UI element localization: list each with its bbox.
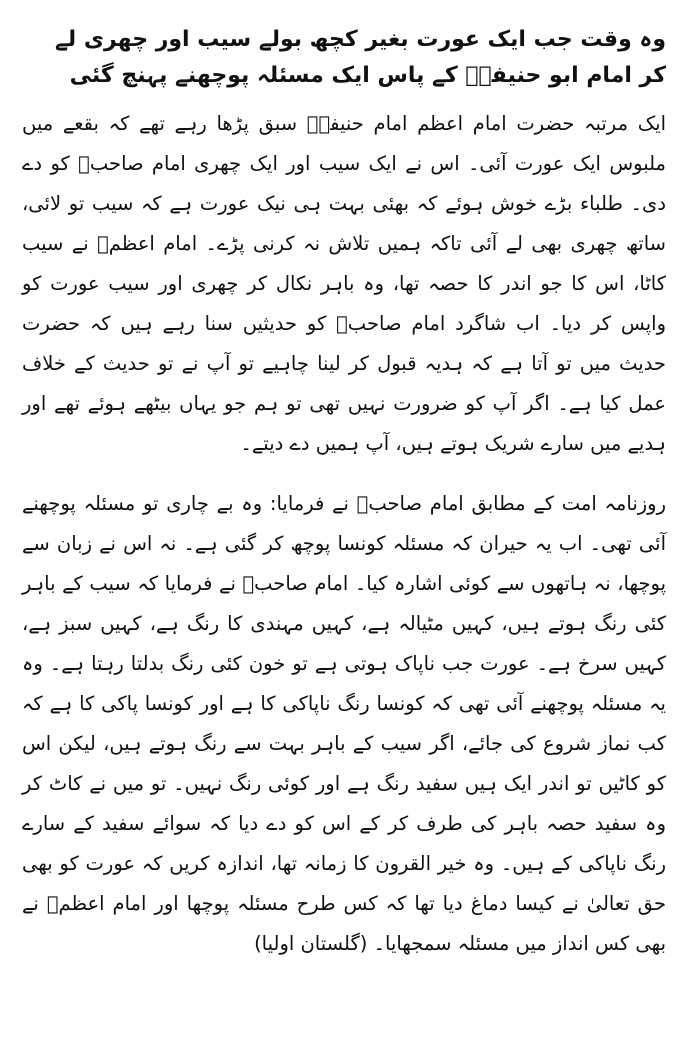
article-paragraph-1: ایک مرتبہ حضرت امام اعظم امام حنیفہؒ سبق پڑھا رہے تھے کہ بقعے میں ملبوس ایک عورت آئی۔ اس نے ایک سیب اور ایک چھری امام صاحبؒ کو دے دی۔ طلباء بڑے خوش ہوئے کہ بھئی بہت ہی نیک عورت ہے کہ سیب تو لائی، ساتھ چھری بھی لے آئی تاکہ ہمیں تلاش نہ کرنی پڑے۔ امام اعظمؒ نے سیب کاٹا، اس کا جو اندر کا حصہ تھا، وہ باہر نکال کر چھری اور سیب عورت کو واپس کر دیا۔ اب شاگرد امام صاحبؒ کو حدیثیں سنا رہے ہیں کہ حضرت حدیث میں تو آتا ہے کہ ہدیہ قبول کر لینا چاہیے تو آپ نے تو حدیث کے خلاف عمل کیا ہے۔ اگر آپ کو ضرورت نہیں تھی تو ہم جو یہاں بیٹھے ہوئے تھے اور ہدیے میں سارے شریک ہوتے ہیں، آپ ہمیں دے دیتے۔ — [22, 112, 666, 455]
article — [22, 22, 666, 964]
article-paragraph-2: روزنامہ امت کے مطابق امام صاحبؒ نے فرمایا: وہ بے چاری تو مسئلہ پوچھنے آئی تھی۔ اب یہ حیران کہ مسئلہ کونسا پوچھ کر گئی ہے۔ نہ اس نے زبان سے پوچھا، نہ ہاتھوں سے کوئی اشارہ کیا۔ امام صاحبؒ نے فرمایا کہ سیب کے باہر کئی رنگ ہوتے ہیں، کہیں مٹیالہ ہے، کہیں مہندی کا رنگ ہے، کہیں سبز ہے، کہیں سرخ ہے۔ عورت جب ناپاک ہوتی ہے تو خون کئی رنگ بدلتا رہتا ہے۔ وہ یہ مسئلہ پوچھنے آئی تھی کہ کونسا رنگ ناپاکی کا ہے اور کونسا پاکی کا ہے کہ کب نماز شروع کی جائے، اگر سیب کے باہر بہت سے رنگ ہوتے ہیں، لیکن اس کو کاٹیں تو اندر ایک ہیں سفید رنگ ہے اور کوئی رنگ نہیں۔ تو میں نے کاٹ کر وہ سفید حصہ باہر کی طرف کر کے اس کو دے دیا کہ سوائے سفید کے سارے رنگ ناپاکی کے ہیں۔ وہ خیر القرون کا زمانہ تھا، اندازہ کریں کہ عورت کو بھی حق تعالیٰ نے کیسا دماغ دیا تھا کہ کس طرح مسئلہ پوچھا اور امام اعظمؒ نے بھی کس انداز میں مسئلہ سمجھایا۔ (گلستان اولیا) — [22, 492, 666, 955]
article-title: وہ وقت جب ایک عورت بغیر کچھ بولے سیب اور چھری لے کر امام ابو حنیفہؒ کے پاس ایک مسئلہ پوچھنے پہنچ گئی — [55, 27, 666, 88]
